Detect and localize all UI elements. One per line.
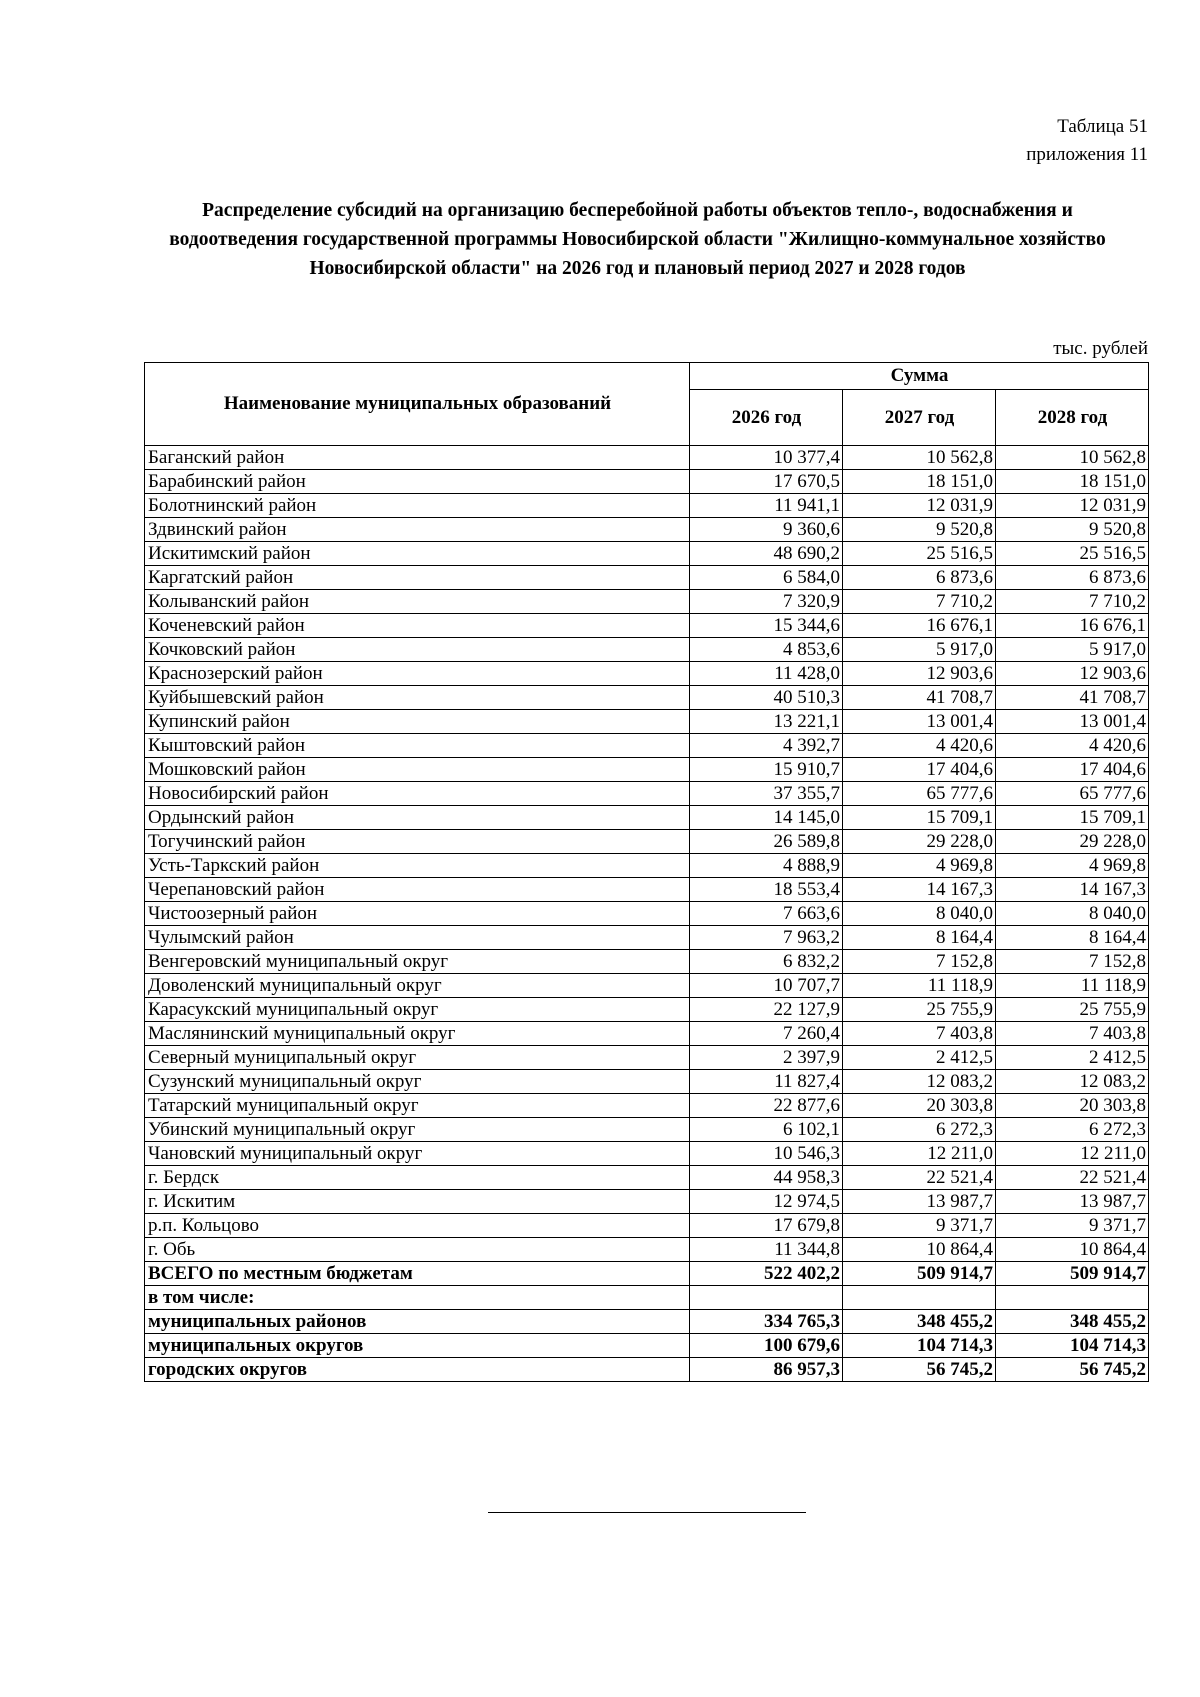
amount-2026: 6 102,1 — [690, 1118, 843, 1142]
amount-2028: 14 167,3 — [996, 878, 1149, 902]
municipality-name: в том числе: — [145, 1286, 690, 1310]
amount-2026: 10 377,4 — [690, 446, 843, 470]
municipality-name: Венгеровский муниципальный округ — [145, 950, 690, 974]
amount-2028: 22 521,4 — [996, 1166, 1149, 1190]
amount-2026: 6 832,2 — [690, 950, 843, 974]
amount-2026: 13 221,1 — [690, 710, 843, 734]
municipality-name: Искитимский район — [145, 542, 690, 566]
amount-2026: 7 963,2 — [690, 926, 843, 950]
amount-2027: 65 777,6 — [843, 782, 996, 806]
amount-2026: 17 679,8 — [690, 1214, 843, 1238]
table-row — [145, 806, 1149, 830]
amount-2026: 12 974,5 — [690, 1190, 843, 1214]
amount-2027: 56 745,2 — [843, 1358, 996, 1382]
amount-2027: 8 164,4 — [843, 926, 996, 950]
table-row — [145, 950, 1149, 974]
amount-2028: 8 040,0 — [996, 902, 1149, 926]
amount-2026: 17 670,5 — [690, 470, 843, 494]
amount-2026: 2 397,9 — [690, 1046, 843, 1070]
amount-2026: 4 888,9 — [690, 854, 843, 878]
document-title: Распределение субсидий на организацию бесперебойной работы объектов тепло-, водоснабжения и водоотведения государственной программы Новосибирской области "Жилищно-коммунальное хозяйство Новосибирской области" на 2026 год и плановый период 2027 и 2028 годов — [169, 200, 1106, 279]
municipality-name: Северный муниципальный округ — [145, 1046, 690, 1070]
table-row — [145, 1334, 1149, 1358]
municipality-name: Сузунский муниципальный округ — [145, 1070, 690, 1094]
amount-2026: 7 260,4 — [690, 1022, 843, 1046]
header-municipality-name: Наименование муниципальных образований — [145, 363, 690, 446]
table-row — [145, 446, 1149, 470]
appendix-reference: приложения 11 — [1026, 144, 1148, 165]
amount-2028: 10 864,4 — [996, 1238, 1149, 1262]
amount-2028: 41 708,7 — [996, 686, 1149, 710]
table-row — [145, 638, 1149, 662]
amount-2026: 22 877,6 — [690, 1094, 843, 1118]
table-row — [145, 854, 1149, 878]
municipality-name: Кыштовский район — [145, 734, 690, 758]
amount-2027: 25 755,9 — [843, 998, 996, 1022]
amount-2028: 25 516,5 — [996, 542, 1149, 566]
amount-2028: 7 403,8 — [996, 1022, 1149, 1046]
municipality-name: Краснозерский район — [145, 662, 690, 686]
table-row — [145, 1310, 1149, 1334]
municipality-name: ВСЕГО по местным бюджетам — [145, 1262, 690, 1286]
amount-2027: 8 040,0 — [843, 902, 996, 926]
header-sum: Сумма — [690, 363, 1149, 390]
municipality-name: Новосибирский район — [145, 782, 690, 806]
amount-2026: 11 344,8 — [690, 1238, 843, 1262]
table-row — [145, 974, 1149, 998]
amount-2026: 4 392,7 — [690, 734, 843, 758]
municipality-name: Купинский район — [145, 710, 690, 734]
municipality-name: г. Бердск — [145, 1166, 690, 1190]
table-row — [145, 902, 1149, 926]
amount-2028: 12 903,6 — [996, 662, 1149, 686]
table-row — [145, 1286, 1149, 1310]
amount-2027: 12 031,9 — [843, 494, 996, 518]
amount-2027: 6 873,6 — [843, 566, 996, 590]
amount-2026: 11 941,1 — [690, 494, 843, 518]
amount-2026: 14 145,0 — [690, 806, 843, 830]
amount-2028: 17 404,6 — [996, 758, 1149, 782]
amount-2028: 509 914,7 — [996, 1262, 1149, 1286]
amount-2027: 15 709,1 — [843, 806, 996, 830]
amount-2028: 4 420,6 — [996, 734, 1149, 758]
amount-2028: 348 455,2 — [996, 1310, 1149, 1334]
table-row — [145, 878, 1149, 902]
municipality-name: Доволенский муниципальный округ — [145, 974, 690, 998]
subsidies-table — [144, 362, 1149, 1382]
amount-2027: 4 420,6 — [843, 734, 996, 758]
amount-2027: 7 403,8 — [843, 1022, 996, 1046]
amount-2027: 10 864,4 — [843, 1238, 996, 1262]
amount-2028: 104 714,3 — [996, 1334, 1149, 1358]
municipality-name: Маслянинский муниципальный округ — [145, 1022, 690, 1046]
amount-2027: 4 969,8 — [843, 854, 996, 878]
table-row — [145, 1190, 1149, 1214]
amount-2028: 29 228,0 — [996, 830, 1149, 854]
amount-2026: 6 584,0 — [690, 566, 843, 590]
table-row — [145, 1358, 1149, 1382]
amount-2026: 44 958,3 — [690, 1166, 843, 1190]
amount-2027: 41 708,7 — [843, 686, 996, 710]
table-row — [145, 1166, 1149, 1190]
amount-2027: 5 917,0 — [843, 638, 996, 662]
amount-2028: 4 969,8 — [996, 854, 1149, 878]
table-row — [145, 662, 1149, 686]
amount-2028: 12 031,9 — [996, 494, 1149, 518]
amount-2026 — [690, 1286, 843, 1310]
amount-2026: 7 663,6 — [690, 902, 843, 926]
amount-2026: 48 690,2 — [690, 542, 843, 566]
amount-2026: 100 679,6 — [690, 1334, 843, 1358]
amount-2028: 12 083,2 — [996, 1070, 1149, 1094]
municipality-name: Черепановский район — [145, 878, 690, 902]
table-row — [145, 1142, 1149, 1166]
amount-2028: 10 562,8 — [996, 446, 1149, 470]
amount-2026: 40 510,3 — [690, 686, 843, 710]
amount-2027: 13 001,4 — [843, 710, 996, 734]
table-row — [145, 1118, 1149, 1142]
table-row — [145, 1070, 1149, 1094]
amount-2026: 334 765,3 — [690, 1310, 843, 1334]
amount-2027: 13 987,7 — [843, 1190, 996, 1214]
amount-2027: 10 562,8 — [843, 446, 996, 470]
amount-2026: 4 853,6 — [690, 638, 843, 662]
amount-2027: 17 404,6 — [843, 758, 996, 782]
amount-2028: 5 917,0 — [996, 638, 1149, 662]
amount-2027: 11 118,9 — [843, 974, 996, 998]
municipality-name: Болотнинский район — [145, 494, 690, 518]
municipality-name: Тогучинский район — [145, 830, 690, 854]
table-row — [145, 470, 1149, 494]
amount-2026: 22 127,9 — [690, 998, 843, 1022]
amount-2027: 12 083,2 — [843, 1070, 996, 1094]
amount-2027: 2 412,5 — [843, 1046, 996, 1070]
table-row — [145, 566, 1149, 590]
table-row — [145, 590, 1149, 614]
units-label: тыс. рублей — [1053, 338, 1148, 359]
amount-2028: 2 412,5 — [996, 1046, 1149, 1070]
municipality-name: Куйбышевский район — [145, 686, 690, 710]
amount-2027 — [843, 1286, 996, 1310]
municipality-name: г. Искитим — [145, 1190, 690, 1214]
municipality-name: Татарский муниципальный округ — [145, 1094, 690, 1118]
municipality-name: городских округов — [145, 1358, 690, 1382]
amount-2028: 13 987,7 — [996, 1190, 1149, 1214]
table-row — [145, 614, 1149, 638]
header-year-2028: 2028 год — [996, 390, 1149, 446]
amount-2028: 9 371,7 — [996, 1214, 1149, 1238]
amount-2026: 15 910,7 — [690, 758, 843, 782]
amount-2026: 522 402,2 — [690, 1262, 843, 1286]
amount-2027: 6 272,3 — [843, 1118, 996, 1142]
table-row — [145, 518, 1149, 542]
amount-2028: 11 118,9 — [996, 974, 1149, 998]
amount-2028: 6 272,3 — [996, 1118, 1149, 1142]
header-year-2027: 2027 год — [843, 390, 996, 446]
table-body — [145, 446, 1149, 1382]
amount-2027: 12 903,6 — [843, 662, 996, 686]
table-row — [145, 710, 1149, 734]
amount-2026: 10 707,7 — [690, 974, 843, 998]
municipality-name: Здвинский район — [145, 518, 690, 542]
amount-2028 — [996, 1286, 1149, 1310]
table-row — [145, 1238, 1149, 1262]
amount-2027: 18 151,0 — [843, 470, 996, 494]
amount-2026: 11 428,0 — [690, 662, 843, 686]
municipality-name: Усть-Таркский район — [145, 854, 690, 878]
municipality-name: Карасукский муниципальный округ — [145, 998, 690, 1022]
municipality-name: р.п. Кольцово — [145, 1214, 690, 1238]
amount-2028: 56 745,2 — [996, 1358, 1149, 1382]
amount-2027: 22 521,4 — [843, 1166, 996, 1190]
amount-2028: 65 777,6 — [996, 782, 1149, 806]
table-row — [145, 1046, 1149, 1070]
table-reference — [1026, 113, 1148, 169]
amount-2028: 18 151,0 — [996, 470, 1149, 494]
table-row — [145, 542, 1149, 566]
municipality-name: Мошковский район — [145, 758, 690, 782]
amount-2028: 6 873,6 — [996, 566, 1149, 590]
table-row — [145, 830, 1149, 854]
amount-2027: 509 914,7 — [843, 1262, 996, 1286]
table-row — [145, 686, 1149, 710]
municipality-name: Кочковский район — [145, 638, 690, 662]
end-separator-line — [488, 1512, 806, 1513]
amount-2028: 20 303,8 — [996, 1094, 1149, 1118]
table-row — [145, 1214, 1149, 1238]
amount-2028: 13 001,4 — [996, 710, 1149, 734]
amount-2028: 16 676,1 — [996, 614, 1149, 638]
amount-2027: 12 211,0 — [843, 1142, 996, 1166]
amount-2026: 26 589,8 — [690, 830, 843, 854]
municipality-name: муниципальных округов — [145, 1334, 690, 1358]
table-number: Таблица 51 — [1057, 116, 1148, 137]
amount-2028: 7 710,2 — [996, 590, 1149, 614]
amount-2028: 9 520,8 — [996, 518, 1149, 542]
amount-2026: 15 344,6 — [690, 614, 843, 638]
amount-2028: 8 164,4 — [996, 926, 1149, 950]
table-row — [145, 926, 1149, 950]
table-row — [145, 1262, 1149, 1286]
amount-2026: 86 957,3 — [690, 1358, 843, 1382]
amount-2028: 12 211,0 — [996, 1142, 1149, 1166]
header-year-2026: 2026 год — [690, 390, 843, 446]
amount-2027: 348 455,2 — [843, 1310, 996, 1334]
amount-2027: 16 676,1 — [843, 614, 996, 638]
municipality-name: г. Обь — [145, 1238, 690, 1262]
municipality-name: Баганский район — [145, 446, 690, 470]
municipality-name: Чановский муниципальный округ — [145, 1142, 690, 1166]
municipality-name: Колыванский район — [145, 590, 690, 614]
table-row — [145, 758, 1149, 782]
amount-2027: 7 152,8 — [843, 950, 996, 974]
table-row — [145, 494, 1149, 518]
municipality-name: Каргатский район — [145, 566, 690, 590]
amount-2026: 18 553,4 — [690, 878, 843, 902]
amount-2028: 25 755,9 — [996, 998, 1149, 1022]
table-row — [145, 1094, 1149, 1118]
table-row — [145, 734, 1149, 758]
amount-2027: 25 516,5 — [843, 542, 996, 566]
municipality-name: Коченевский район — [145, 614, 690, 638]
municipality-name: Убинский муниципальный округ — [145, 1118, 690, 1142]
amount-2026: 10 546,3 — [690, 1142, 843, 1166]
amount-2026: 7 320,9 — [690, 590, 843, 614]
amount-2027: 20 303,8 — [843, 1094, 996, 1118]
amount-2027: 29 228,0 — [843, 830, 996, 854]
municipality-name: муниципальных районов — [145, 1310, 690, 1334]
amount-2028: 7 152,8 — [996, 950, 1149, 974]
amount-2026: 9 360,6 — [690, 518, 843, 542]
municipality-name: Ордынский район — [145, 806, 690, 830]
municipality-name: Чулымский район — [145, 926, 690, 950]
municipality-name: Барабинский район — [145, 470, 690, 494]
amount-2027: 9 371,7 — [843, 1214, 996, 1238]
amount-2026: 11 827,4 — [690, 1070, 843, 1094]
amount-2026: 37 355,7 — [690, 782, 843, 806]
amount-2027: 9 520,8 — [843, 518, 996, 542]
table-row — [145, 782, 1149, 806]
amount-2027: 104 714,3 — [843, 1334, 996, 1358]
amount-2028: 15 709,1 — [996, 806, 1149, 830]
amount-2027: 14 167,3 — [843, 878, 996, 902]
municipality-name: Чистоозерный район — [145, 902, 690, 926]
amount-2027: 7 710,2 — [843, 590, 996, 614]
table-row — [145, 998, 1149, 1022]
table-row — [145, 1022, 1149, 1046]
